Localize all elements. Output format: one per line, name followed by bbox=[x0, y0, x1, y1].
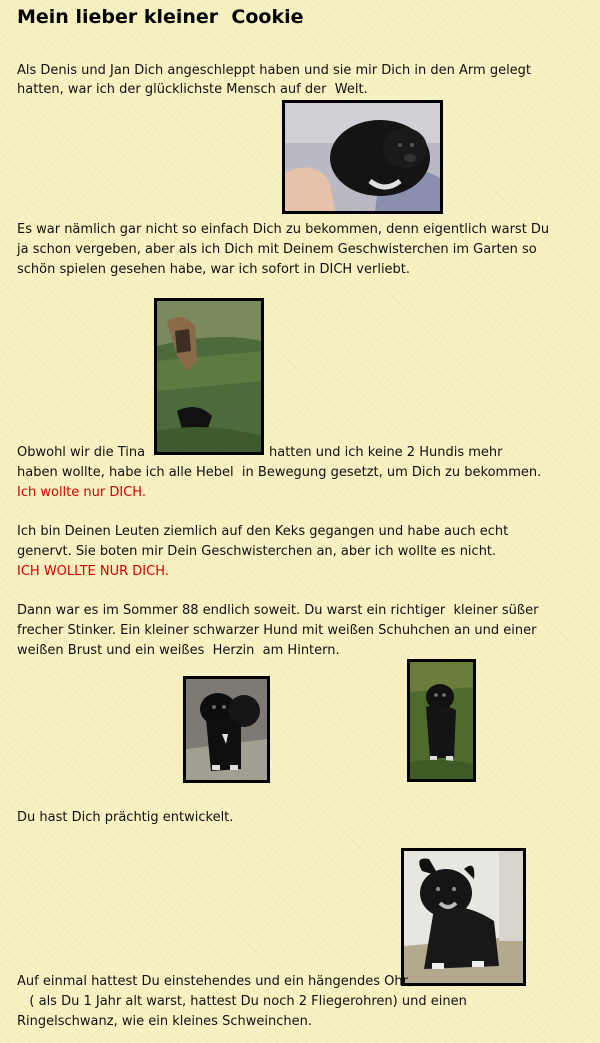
paragraph-7-line-3: Ringelschwanz, wie ein kleines Schweinchen. bbox=[17, 1014, 312, 1029]
paragraph-4-emphasis: ICH WOLLTE NUR DICH. bbox=[17, 564, 169, 579]
paragraph-5-line-3: weißen Brust und ein weißes Herzin am Hintern. bbox=[17, 643, 340, 658]
paragraph-2-line-3: schön spielen gesehen habe, war ich sofort in DICH verliebt. bbox=[17, 262, 411, 277]
paragraph-5-line-2: frecher Stinker. Ein kleiner schwarzer Hund mit weißen Schuhchen an und einer bbox=[17, 623, 537, 638]
paragraph-2-line-2: ja schon vergeben, aber als ich Dich mit Deinem Geschwisterchen im Garten so bbox=[17, 242, 537, 257]
paragraph-3-line-2: haben wollte, habe ich alle Hebel in Bewegung gesetzt, um Dich zu bekommen. bbox=[17, 465, 542, 480]
photo-dog-on-grass bbox=[407, 659, 476, 782]
paragraph-1-line-1: Als Denis und Jan Dich angeschleppt haben und sie mir Dich in den Arm gelegt bbox=[17, 63, 532, 78]
paragraph-4-line-2: genervt. Sie boten mir Dein Geschwisterchen an, aber ich wollte es nicht. bbox=[17, 544, 497, 559]
paragraph-1-line-2: hatten, war ich der glücklichste Mensch auf der Welt. bbox=[17, 82, 368, 97]
paragraph-2-line-1: Es war nämlich gar nicht so einfach Dich zu bekommen, denn eigentlich warst Du bbox=[17, 222, 550, 237]
paragraph-7-line-2: ( als Du 1 Jahr alt warst, hattest Du noch 2 Fliegerohren) und einen bbox=[17, 994, 467, 1009]
paragraph-4-line-1: Ich bin Deinen Leuten ziemlich auf den Keks gegangen und habe auch echt bbox=[17, 524, 509, 539]
paragraph-5-line-1: Dann war es im Sommer 88 endlich soweit. Du warst ein richtiger kleiner süßer bbox=[17, 603, 539, 618]
paragraph-6: Du hast Dich prächtig entwickelt. bbox=[17, 810, 234, 825]
photo-puppy-on-floor bbox=[183, 676, 270, 783]
paragraph-3-line-1-end: hatten und ich keine 2 Hundis mehr bbox=[269, 445, 503, 460]
paragraph-3-line-1-start: Obwohl wir die Tina bbox=[17, 445, 146, 460]
photo-grown-dog bbox=[401, 848, 526, 986]
photo-puppy-in-arms bbox=[282, 100, 443, 214]
paragraph-3-emphasis: Ich wollte nur DICH. bbox=[17, 485, 146, 500]
photo-dogs-in-garden bbox=[154, 298, 264, 455]
paragraph-7-line-1: Auf einmal hattest Du einstehendes und ein hängendes Ohr, bbox=[17, 974, 413, 989]
page-title: Mein lieber kleiner Cookie bbox=[17, 6, 304, 28]
